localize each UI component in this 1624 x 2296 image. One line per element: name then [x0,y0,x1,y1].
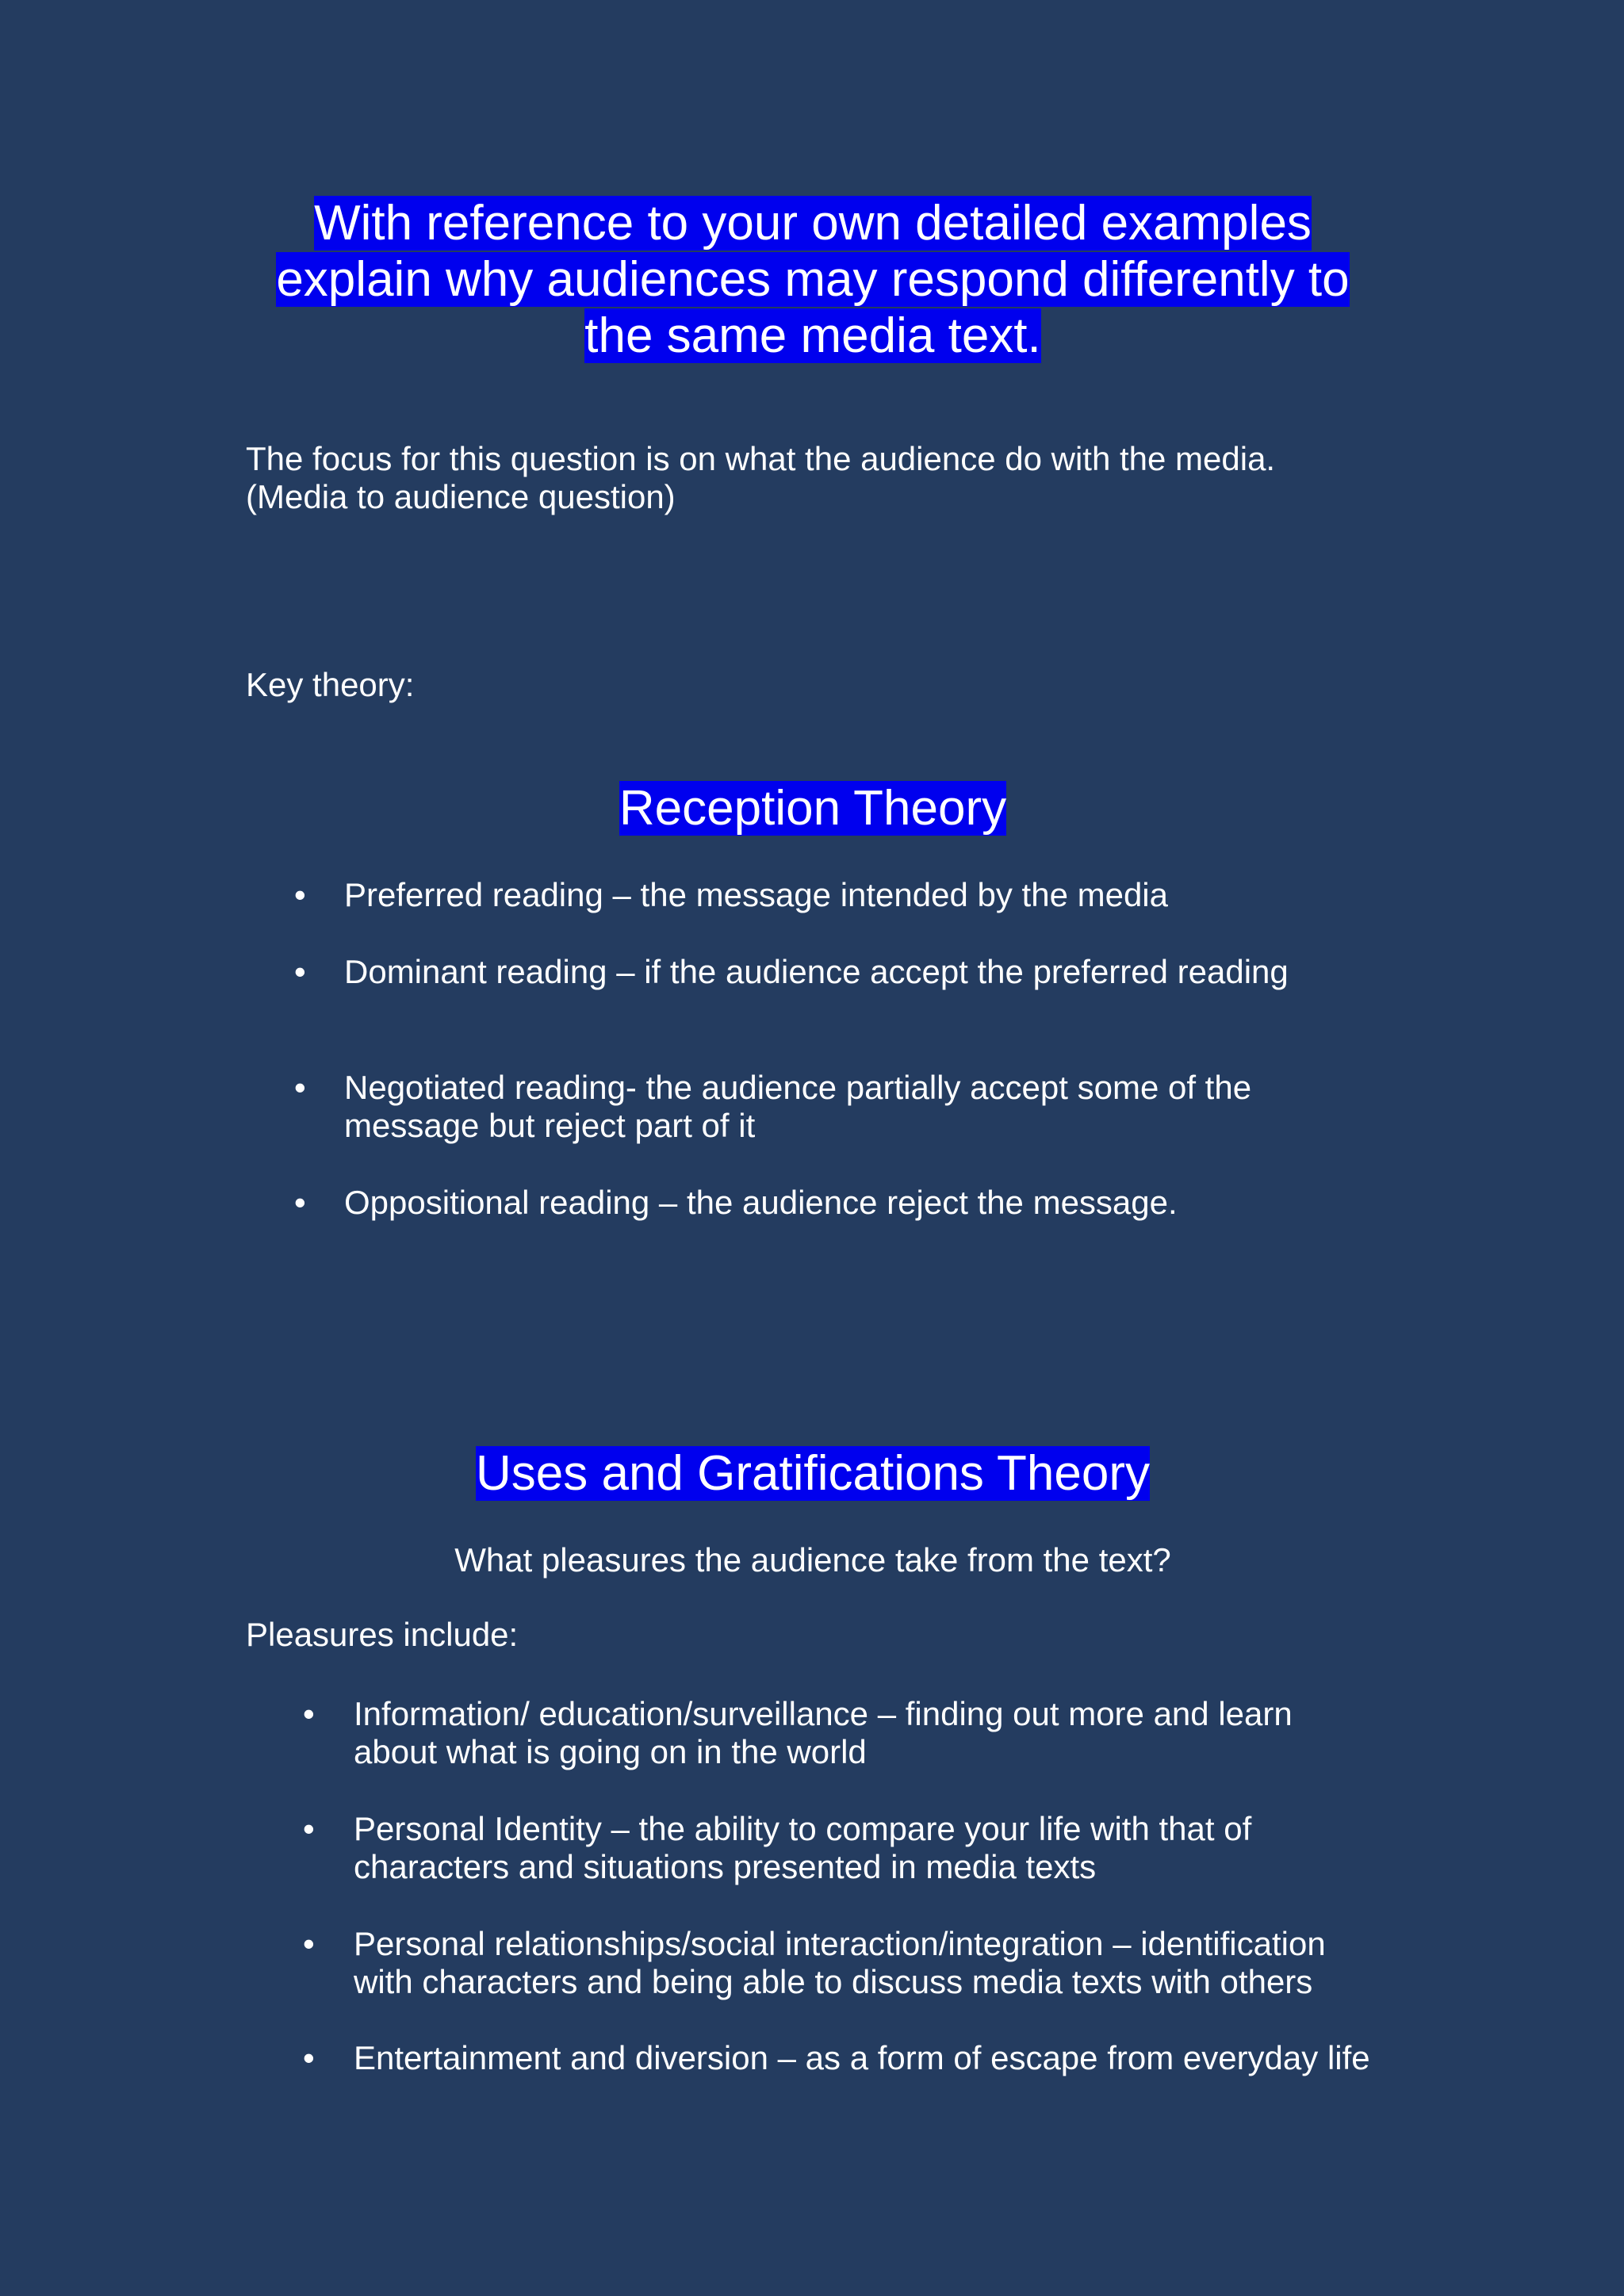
uses-gratifications-heading [246,1445,1380,1502]
key-theory-label: Key theory: [246,666,415,703]
list-item-text: Information/ education/surveillance – finding out more and learn about what is going on in the world [354,1695,1293,1770]
list-item-text: Preferred reading – the message intended by the media [344,876,1168,913]
list-item-text: Oppositional reading – the audience reject the message. [344,1184,1178,1221]
uses-gratifications-heading-text: Uses and Gratifications Theory [475,1446,1151,1501]
main-title [246,195,1380,364]
focus-text: The focus for this question is on what the audience do with the media. (Media to audience question) [246,440,1276,515]
reception-theory-heading [246,780,1380,837]
main-title-text: With reference to your own detailed examples explain why audiences may respond differently to the same media text. [276,196,1350,363]
bullet-icon: • [303,1810,315,1847]
pleasures-label: Pleasures include: [246,1616,519,1653]
bullet-icon: • [294,1069,306,1106]
bullet-icon: • [303,1925,315,1962]
list-item-text: Personal relationships/social interaction/integration – identification with characters and being able to discuss media texts with others [354,1925,1326,2000]
bullet-icon: • [294,953,306,990]
pleasures-question: What pleasures the audience take from the text? [454,1541,1171,1578]
bullet-icon: • [294,1184,306,1221]
list-item-text: Negotiated reading- the audience partially accept some of the message but reject part of it [344,1069,1252,1144]
reception-theory-heading-text: Reception Theory [619,781,1007,836]
list-item-text: Personal Identity – the ability to compare your life with that of characters and situations presented in media texts [354,1810,1252,1885]
bullet-icon: • [294,876,306,913]
bullet-icon: • [303,1695,315,1732]
list-item-text: Entertainment and diversion – as a form of escape from everyday life [354,2039,1370,2076]
list-item-text: Dominant reading – if the audience accept the preferred reading [344,953,1289,990]
bullet-icon: • [303,2039,315,2076]
